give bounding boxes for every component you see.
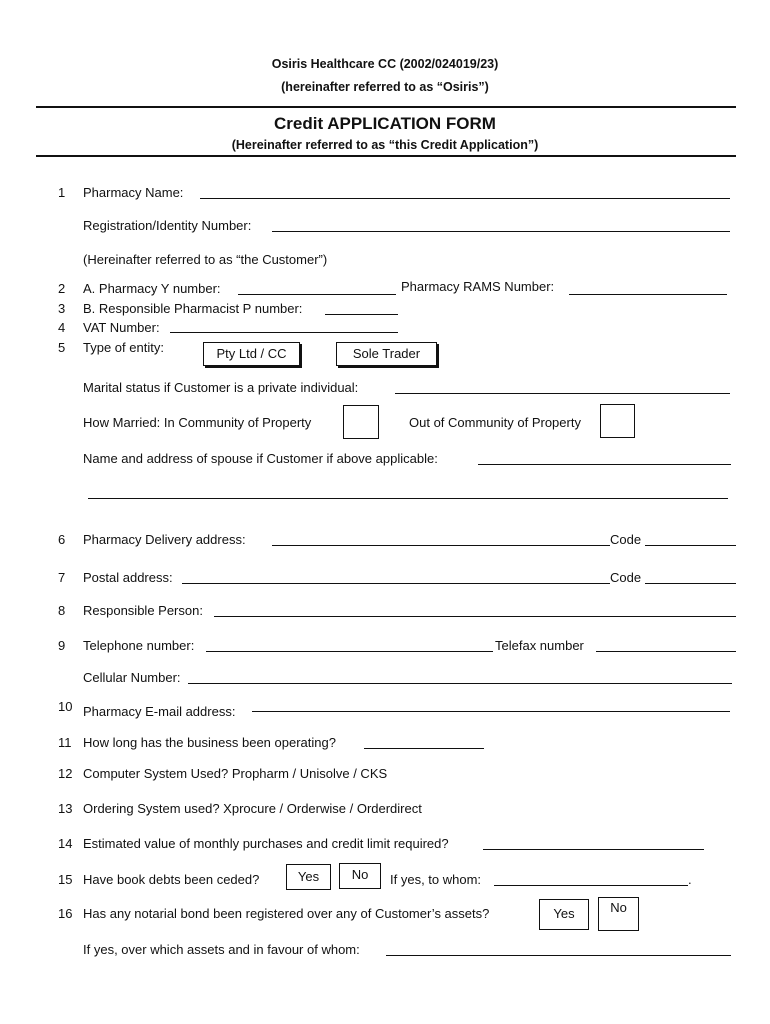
item-number: 10	[58, 699, 73, 714]
item-number: 4	[58, 320, 66, 335]
notarial-no-box[interactable]: No	[598, 897, 639, 931]
customer-reference-text: (Hereinafter referred to as “the Customer”)	[83, 252, 328, 267]
which-assets-label: If yes, over which assets and in favour of whom:	[83, 942, 360, 957]
item-number: 12	[58, 766, 73, 781]
form-title: Credit APPLICATION FORM	[274, 114, 496, 133]
pharmacy-y-field[interactable]	[238, 294, 396, 295]
responsible-person-label: Responsible Person:	[83, 603, 203, 618]
spouse-field-continued[interactable]	[88, 498, 728, 499]
vat-field[interactable]	[170, 332, 398, 333]
if-yes-whom-field[interactable]	[494, 885, 688, 886]
item-number: 5	[58, 340, 66, 355]
notarial-bond-label: Has any notarial bond been registered over any of Customer’s assets?	[83, 906, 490, 921]
telefax-label: Telefax number	[495, 638, 584, 653]
registration-label: Registration/Identity Number:	[83, 218, 252, 233]
item-number: 16	[58, 906, 73, 921]
pharmacy-name-field[interactable]	[200, 198, 730, 199]
company-reference: (hereinafter referred to as “Osiris”)	[281, 80, 489, 94]
item-number: 8	[58, 603, 66, 618]
telephone-field[interactable]	[206, 651, 493, 652]
how-long-label: How long has the business been operating?	[83, 735, 336, 750]
notarial-yes-box[interactable]: Yes	[539, 899, 589, 930]
computer-system-label: Computer System Used? Propharm / Unisolve / CKS	[83, 766, 388, 781]
pharmacy-name-label: Pharmacy Name:	[83, 185, 184, 200]
telefax-field[interactable]	[596, 651, 736, 652]
postal-code-label: Code	[610, 570, 642, 585]
company-name: Osiris Healthcare CC (2002/024019/23)	[271, 57, 499, 71]
ordering-system-label: Ordering System used? Xprocure / Orderwise / Orderdirect	[83, 801, 422, 816]
if-yes-whom-label: If yes, to whom:	[390, 872, 482, 887]
vat-label: VAT Number:	[83, 320, 160, 335]
spouse-field[interactable]	[478, 464, 731, 465]
delivery-code-label: Code	[610, 532, 642, 547]
entity-option-pty-ltd[interactable]: Pty Ltd / CC	[203, 342, 300, 366]
email-field[interactable]	[252, 711, 730, 712]
delivery-label: Pharmacy Delivery address:	[83, 532, 246, 547]
marital-field[interactable]	[395, 393, 730, 394]
cellular-field[interactable]	[188, 683, 732, 684]
item-number: 14	[58, 836, 73, 851]
out-community-checkbox[interactable]	[600, 404, 635, 438]
which-assets-field[interactable]	[386, 955, 731, 956]
entity-option-sole-trader[interactable]: Sole Trader	[336, 342, 437, 366]
header-rule-bottom	[36, 155, 736, 157]
postal-label: Postal address:	[83, 570, 173, 585]
book-debts-yes-box[interactable]: Yes	[286, 864, 331, 890]
postal-field[interactable]	[182, 583, 610, 584]
item-number: 6	[58, 532, 66, 547]
item-number: 13	[58, 801, 73, 816]
header-rule-top	[36, 106, 736, 108]
pharmacy-y-label: A. Pharmacy Y number:	[83, 281, 221, 296]
estimated-value-field[interactable]	[483, 849, 704, 850]
item-number: 11	[58, 735, 72, 750]
rams-field[interactable]	[569, 294, 727, 295]
how-long-field[interactable]	[364, 748, 484, 749]
telephone-label: Telephone number:	[83, 638, 195, 653]
how-married-label: How Married: In Community of Property	[83, 415, 312, 430]
marital-label: Marital status if Customer is a private individual:	[83, 380, 359, 395]
rams-label: Pharmacy RAMS Number:	[401, 279, 555, 294]
registration-field[interactable]	[272, 231, 730, 232]
delivery-field[interactable]	[272, 545, 610, 546]
estimated-value-label: Estimated value of monthly purchases and credit limit required?	[83, 836, 449, 851]
spouse-label: Name and address of spouse if Customer if above applicable:	[83, 451, 438, 466]
item-number: 1	[58, 185, 66, 200]
period-mark: .	[688, 872, 692, 887]
item-number: 15	[58, 872, 73, 887]
item-number: 9	[58, 638, 66, 653]
form-subtitle: (Hereinafter referred to as “this Credit Application”)	[231, 138, 539, 152]
pharmacist-p-field[interactable]	[325, 314, 398, 315]
cellular-label: Cellular Number:	[83, 670, 181, 685]
email-label: Pharmacy E-mail address:	[83, 704, 236, 719]
book-debts-no-box[interactable]: No	[339, 863, 381, 889]
item-number: 3	[58, 301, 66, 316]
out-community-label: Out of Community of Property	[409, 415, 581, 430]
responsible-person-field[interactable]	[214, 616, 736, 617]
item-number: 2	[58, 281, 66, 296]
item-number: 7	[58, 570, 66, 585]
book-debts-label: Have book debts been ceded?	[83, 872, 260, 887]
entity-label: Type of entity:	[83, 340, 164, 355]
in-community-checkbox[interactable]	[343, 405, 379, 439]
postal-code-field[interactable]	[645, 583, 736, 584]
pharmacist-p-label: B. Responsible Pharmacist P number:	[83, 301, 303, 316]
delivery-code-field[interactable]	[645, 545, 736, 546]
